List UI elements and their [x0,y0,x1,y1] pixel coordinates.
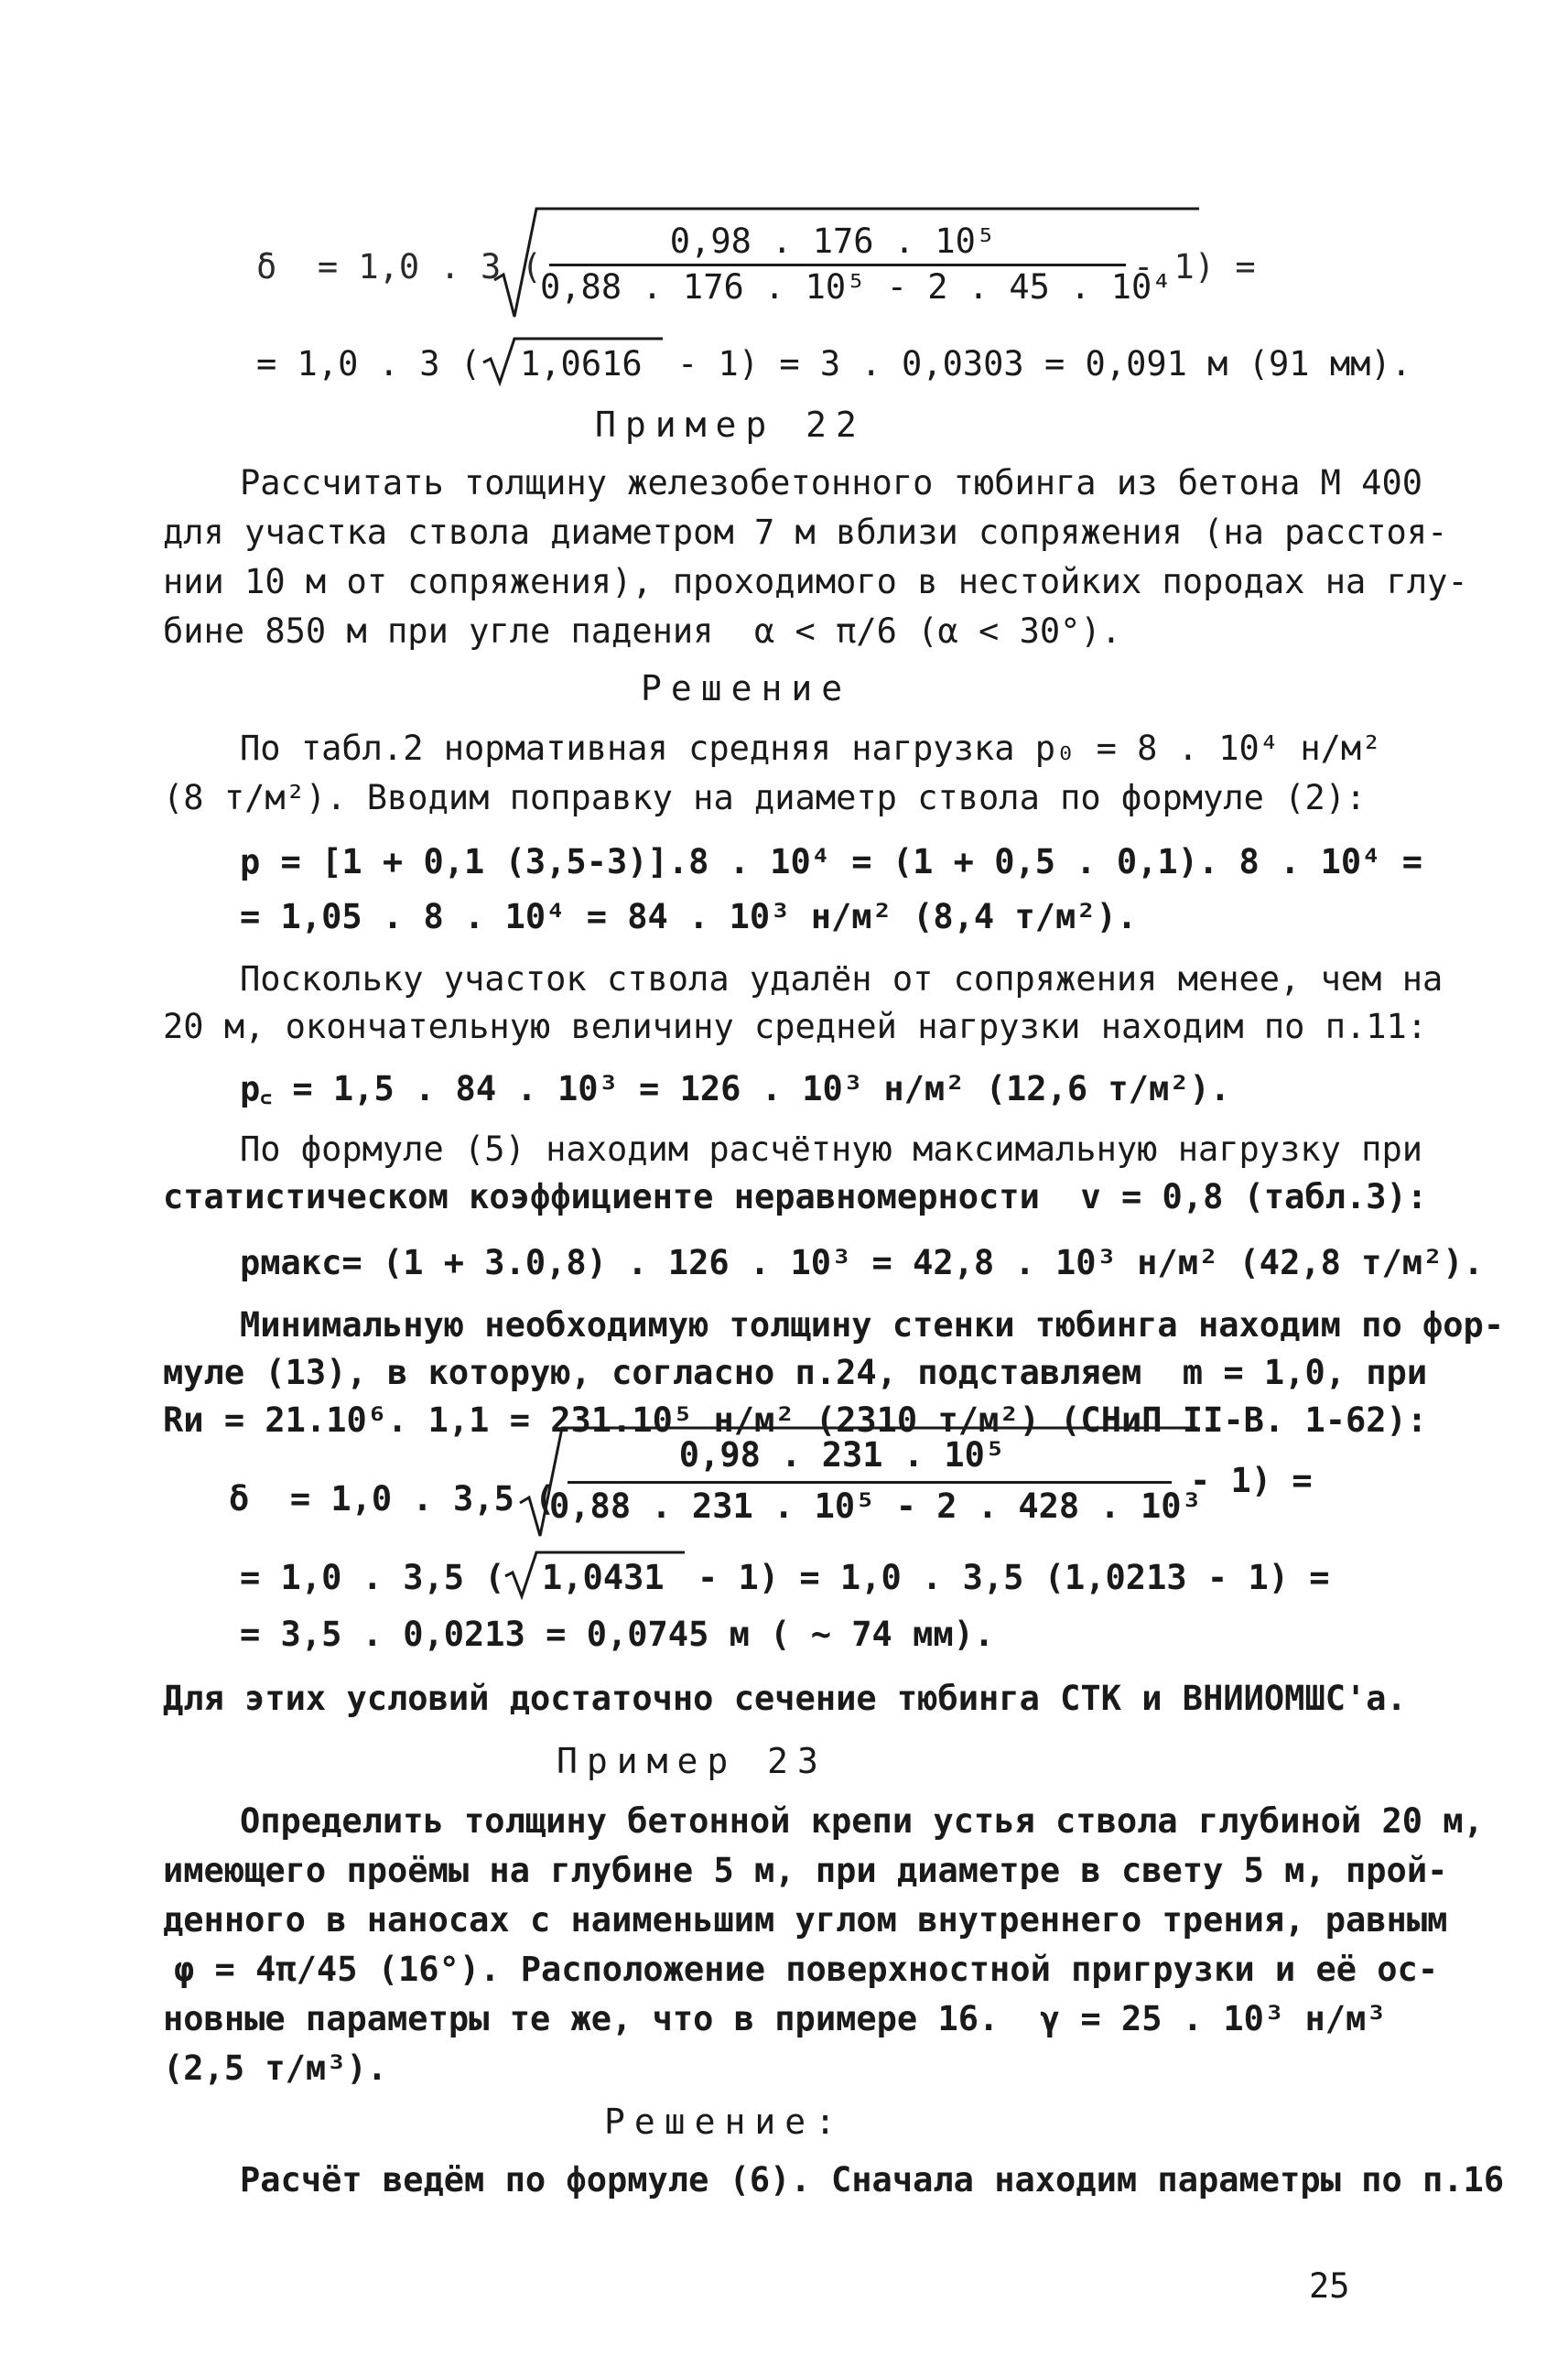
example22-conclusion: Для этих условий достаточно сечение тюбинга СТК и ВНИИОМШС'а. [163,1679,1407,1718]
formula2-denominator: 0,88 . 231 . 10⁵ - 2 . 428 . 10³ [549,1486,1202,1526]
text-line: Поскольку участок ствола удалён от сопряжения менее, чем на [240,959,1444,999]
text-line: φ = 4π/45 (16°). Расположение поверхностной пригрузки и её ос- [174,1950,1439,1989]
formula2-numerator: 0,98 . 231 . 10⁵ [678,1435,1006,1475]
page-number: 25 [1309,2266,1350,2306]
example22-heading: Пример 22 [595,405,866,445]
text-line: денного в наносах с наименьшим углом внутреннего трения, равным [163,1900,1448,1940]
formula1-fraction-bar [549,264,1126,266]
formula2-line2-start: = 1,0 . 3,5 ( [240,1558,505,1597]
formula2-rhs: - 1) = [1190,1461,1313,1500]
formula1-line2-start: = 1,0 . 3 ( [256,344,481,384]
text-line: Rи = 21.10⁶. 1,1 = 231.10⁵ н/м² (2310 т/м²) (СНиП II-В. 1-62): [163,1400,1428,1440]
formula2-lhs: δ = 1,0 . 3,5 ( [229,1479,556,1519]
text-line: 20 м, окончательную величину средней нагрузки находим по п.11: [163,1007,1428,1046]
text-line: (8 т/м²). Вводим поправку на диаметр ствола по формуле (2): [163,778,1367,817]
example23-solution-heading: Решение: [604,2102,846,2142]
text-line: По формуле (5) находим расчётную максимальную нагрузку при [240,1130,1423,1169]
text-line: p = [1 + 0,1 (3,5-3)].8 . 10⁴ = (1 + 0,5 . 0,1). 8 . 10⁴ = [240,842,1423,881]
example22-solution-heading: Решение [641,668,852,708]
formula1-lhs: δ = 1,0 . 3 ( [256,247,542,286]
text-line: pмакс= (1 + 3.0,8) . 126 . 10³ = 42,8 . 10³ н/м² (42,8 т/м²). [240,1243,1484,1282]
formula1-numerator: 0,98 . 176 . 10⁵ [669,222,997,261]
text-line: статистическом коэффициенте неравномерности v = 0,8 (табл.3): [163,1177,1428,1216]
text-line: По табл.2 нормативная средняя нагрузка p₀ = 8 . 10⁴ н/м² [240,729,1382,768]
formula2-fraction-bar [568,1481,1172,1484]
text-line: бине 850 м при угле падения α < π/6 (α < 30°). [163,611,1121,651]
text-line: муле (13), в которую, согласно п.24, подставляем m = 1,0, при [163,1353,1428,1392]
text-line: (2,5 т/м³). [163,2048,388,2088]
text-line: Определить толщину бетонной крепи устья ствола глубиной 20 м, [240,1801,1484,1841]
formula1-line2-rest: - 1) = 3 . 0,0303 = 0,091 м (91 мм). [677,344,1411,384]
text-line: имеющего проёмы на глубине 5 м, при диаметре в свету 5 м, прой- [163,1851,1448,1890]
formula2-line2-rest: - 1) = 1,0 . 3,5 (1,0213 - 1) = [697,1558,1330,1597]
formula1-line2-root: 1,0616 [520,344,643,384]
formula1-rhs: - 1) = [1133,247,1256,286]
text-line: p꜀ = 1,5 . 84 . 10³ = 126 . 10³ н/м² (12,6 т/м²). [240,1069,1231,1108]
text-line: для участка ствола диаметром 7 м вблизи сопряжения (на расстоя- [163,513,1448,552]
formula2-line2-root: 1,0431 [542,1558,665,1597]
formula1-denominator: 0,88 . 176 . 10⁵ - 2 . 45 . 10⁴ [540,267,1173,307]
example23-heading: Пример 23 [557,1741,827,1781]
text-line: нии 10 м от сопряжения), проходимого в нестойких породах на глу- [163,562,1468,601]
formula2-line3: = 3,5 . 0,0213 = 0,0745 м ( ~ 74 мм). [240,1615,995,1654]
text-line: Расчёт ведём по формуле (6). Сначала находим параметры по п.16 [240,2160,1505,2200]
text-line: новные параметры те же, что в примере 16. γ = 25 . 10³ н/м³ [163,1999,1387,2038]
text-line: Минимальную необходимую толщину стенки тюбинга находим по фор- [240,1305,1505,1345]
text-line: = 1,05 . 8 . 10⁴ = 84 . 10³ н/м² (8,4 т/м²). [240,897,1138,936]
text-line: Рассчитать толщину железобетонного тюбинга из бетона М 400 [240,463,1423,503]
